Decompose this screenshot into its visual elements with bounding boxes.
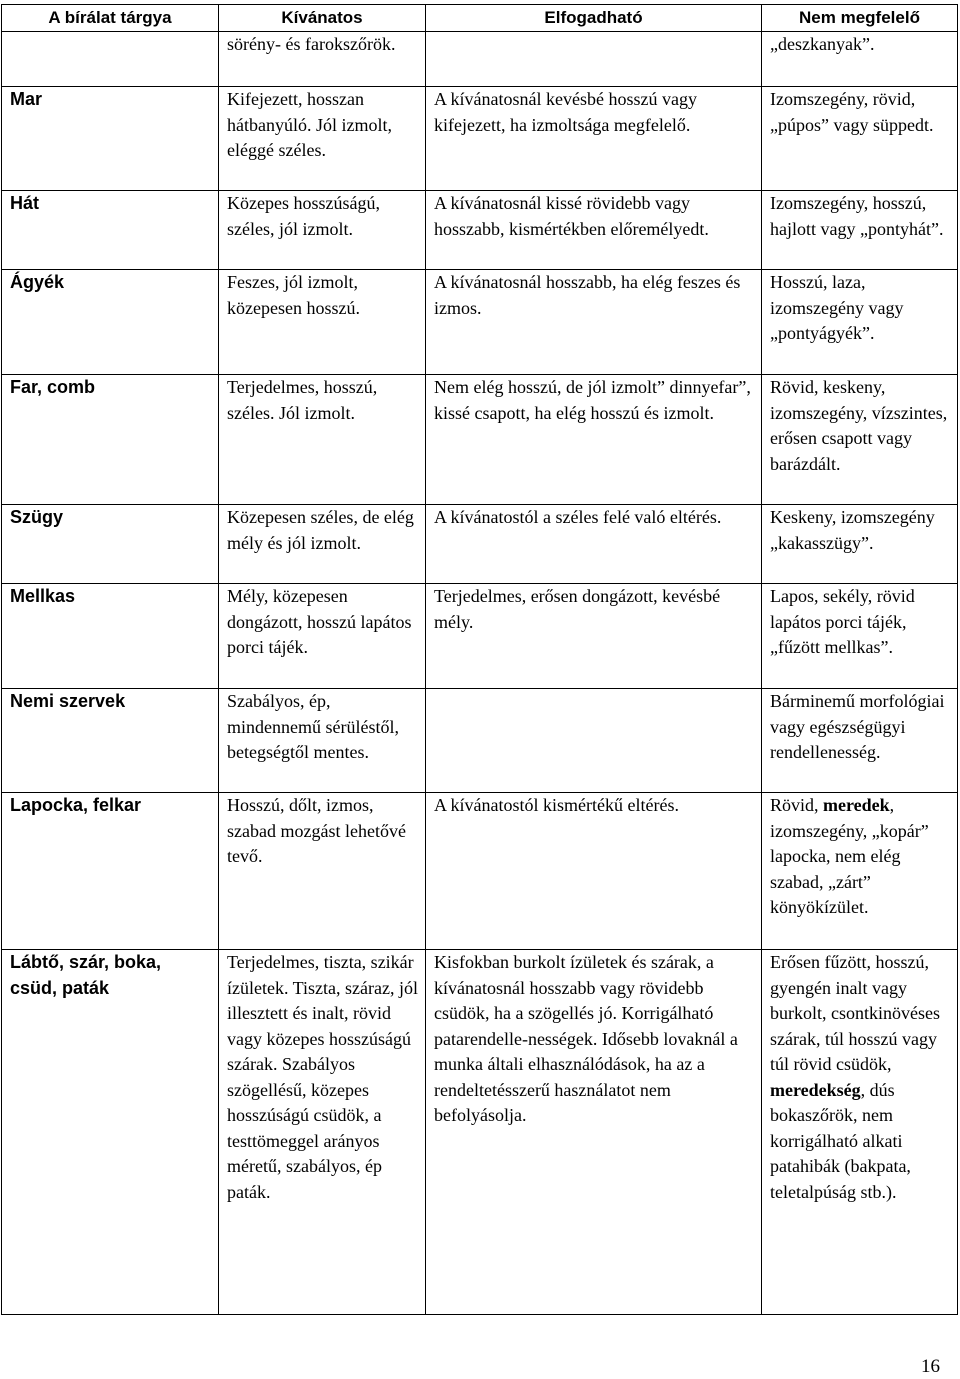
criterion-cell: Lábtő, szár, boka, csüd, paták — [2, 950, 219, 1315]
kivanatos-cell — [219, 191, 426, 270]
cell-text: Hosszú, laza, izomszegény vagy „pontyágyék”. — [770, 272, 904, 343]
kivanatos-cell — [219, 793, 426, 950]
table-row — [2, 270, 958, 375]
header-cell: Kívánatos — [219, 5, 426, 32]
cell-text: A kívánatostól a széles felé való eltérés. — [434, 507, 722, 527]
cell-text: Erősen fűzött, hosszú, gyengén inalt vagy burkolt, csontkinövéses szárak, túl hosszú vagy túl rövid csüdök, — [770, 952, 940, 1074]
cell-text: Mély, közepesen dongázott, hosszú lapátos porci tájék. — [227, 586, 412, 657]
table-row — [2, 505, 958, 584]
table-row — [2, 87, 958, 191]
table-row — [2, 689, 958, 793]
table-body — [2, 32, 958, 1315]
cell-text: Kisfokban burkolt ízületek és szárak, a kívánatosnál hosszabb vagy rövidebb csüdök, ha a szögellés jó. Korrigálható patarendelle-nességek. Idősebb lovaknál a munka általi elhasználódások, ha az a rendeltetésszerű használatot nem befolyásolja. — [434, 952, 738, 1125]
header-cell: Nem megfelelő — [762, 5, 958, 32]
table-row — [2, 32, 958, 87]
cell-text: A kívánatosnál kevésbé hosszú vagy kifejezett, ha izmoltsága megfelelő. — [434, 89, 697, 135]
nem-cell — [762, 191, 958, 270]
elfogadhato-cell — [426, 32, 762, 87]
criterion-cell: Ágyék — [2, 270, 219, 375]
nem-cell — [762, 950, 958, 1315]
criterion-cell: Hát — [2, 191, 219, 270]
kivanatos-cell — [219, 270, 426, 375]
cell-text: A kívánatosnál hosszabb, ha elég feszes és izmos. — [434, 272, 741, 318]
cell-text: Feszes, jól izmolt, közepesen hosszú. — [227, 272, 360, 318]
criterion-cell: Szügy — [2, 505, 219, 584]
cell-text: Terjedelmes, erősen dongázott, kevésbé mély. — [434, 586, 721, 632]
nem-cell — [762, 87, 958, 191]
cell-text: , dús bokaszőrök, nem korrigálható alkati patahibák (bakpata, teletalpúság stb.). — [770, 1079, 911, 1202]
cell-text: Bárminemű morfológiai vagy egészségügyi rendellenesség. — [770, 691, 945, 762]
table-row — [2, 584, 958, 689]
cell-text: Terjedelmes, hosszú, széles. Jól izmolt. — [227, 377, 378, 423]
table-row — [2, 793, 958, 950]
cell-text: A kívánatostól kismértékű eltérés. — [434, 795, 679, 815]
cell-text: meredek — [823, 795, 890, 815]
table-row — [2, 191, 958, 270]
evaluation-table — [1, 4, 958, 1315]
cell-text: Kifejezett, hosszan hátbanyúló. Jól izmolt, eléggé széles. — [227, 89, 392, 160]
elfogadhato-cell — [426, 270, 762, 375]
criterion-cell: Lapocka, felkar — [2, 793, 219, 950]
criterion-cell: Mellkas — [2, 584, 219, 689]
elfogadhato-cell — [426, 689, 762, 793]
cell-text: Közepes hosszúságú, széles, jól izmolt. — [227, 193, 380, 239]
header-cell: Elfogadható — [426, 5, 762, 32]
kivanatos-cell — [219, 32, 426, 87]
elfogadhato-cell — [426, 87, 762, 191]
elfogadhato-cell — [426, 505, 762, 584]
criterion-cell: Mar — [2, 87, 219, 191]
kivanatos-cell — [219, 87, 426, 191]
kivanatos-cell — [219, 505, 426, 584]
cell-text: Rövid, keskeny, izomszegény, vízszintes, erősen csapott vagy barázdált. — [770, 377, 948, 474]
nem-cell — [762, 505, 958, 584]
cell-text: Terjedelmes, tiszta, szikár ízületek. Tiszta, száraz, jól illesztett és inalt, rövid vagy közepes hosszúságú szárak. Szabályos szögellésű, közepes hosszúságú csüdök, a testtömeggel arányos méretű, szabályos, ép paták. — [227, 952, 418, 1202]
nem-cell — [762, 689, 958, 793]
cell-text: Lapos, sekély, rövid lapátos porci tájék, „fűzött mellkas”. — [770, 586, 915, 657]
cell-text: Izomszegény, hosszú, hajlott vagy „pontyhát”. — [770, 193, 944, 239]
kivanatos-cell — [219, 375, 426, 505]
cell-text: Hosszú, dőlt, izmos, szabad mozgást lehetővé tevő. — [227, 795, 406, 866]
nem-cell — [762, 32, 958, 87]
cell-text: Nem elég hosszú, de jól izmolt” dinnyefar”, kissé csapott, ha elég hosszú és izmolt. — [434, 377, 751, 423]
nem-cell — [762, 375, 958, 505]
page-number: 16 — [921, 1356, 940, 1377]
nem-cell — [762, 793, 958, 950]
criterion-cell: Nemi szervek — [2, 689, 219, 793]
cell-text: A kívánatosnál kissé rövidebb vagy hosszabb, kismértékben előremélyedt. — [434, 193, 709, 239]
criterion-cell: Far, comb — [2, 375, 219, 505]
header-row — [2, 5, 958, 32]
cell-text: Rövid, — [770, 795, 824, 815]
cell-text: meredekség — [770, 1079, 861, 1100]
elfogadhato-cell — [426, 584, 762, 689]
header-cell: A bírálat tárgya — [2, 5, 219, 32]
elfogadhato-cell — [426, 191, 762, 270]
elfogadhato-cell — [426, 950, 762, 1315]
cell-text: Keskeny, izomszegény „kakasszügy”. — [770, 507, 935, 553]
cell-text: „deszkanyak”. — [770, 34, 875, 54]
elfogadhato-cell — [426, 375, 762, 505]
table-row — [2, 375, 958, 505]
kivanatos-cell — [219, 584, 426, 689]
kivanatos-cell — [219, 689, 426, 793]
criterion-cell — [2, 32, 219, 87]
cell-text: Szabályos, ép, mindennemű sérüléstől, betegségtől mentes. — [227, 691, 399, 762]
cell-text: , izomszegény, „kopár” lapocka, nem elég szabad, „zárt” könyökízület. — [770, 795, 929, 917]
cell-text: Izomszegény, rövid, „púpos” vagy süppedt. — [770, 89, 934, 135]
elfogadhato-cell — [426, 793, 762, 950]
table-row — [2, 950, 958, 1315]
cell-text: Közepesen széles, de elég mély és jól izmolt. — [227, 507, 414, 553]
cell-text: sörény- és farokszőrök. — [227, 34, 396, 54]
nem-cell — [762, 270, 958, 375]
nem-cell — [762, 584, 958, 689]
kivanatos-cell — [219, 950, 426, 1315]
